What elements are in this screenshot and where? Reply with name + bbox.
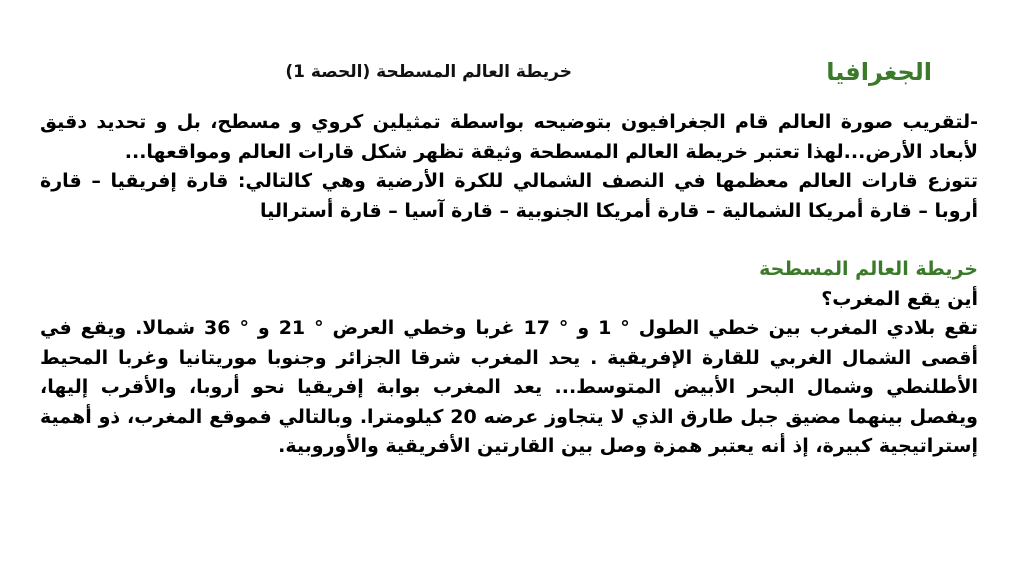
section-question: أين يقع المغرب؟: [821, 287, 978, 310]
subject-title: الجغرافيا: [826, 58, 932, 86]
section-title: خريطة العالم المسطحة: [759, 258, 978, 280]
continents-paragraph: تتوزع قارات العالم معظمها في النصف الشمالي للكرة الأرضية وهي كالتالي: قارة إفريقيا – قارة أروبا – قارة أمريكا الشمالية – قارة أمريكا الجنوبية – قارة آسيا – قارة أستراليا: [40, 170, 978, 222]
spacer: [40, 226, 978, 255]
slide-header: [0, 58, 1024, 98]
lesson-title: خريطة العالم المسطحة (الحصة 1): [285, 62, 572, 82]
slide-body: [40, 108, 978, 462]
intro-paragraph: -لتقريب صورة العالم قام الجغرافيون بتوضيحه بواسطة تمثيلين كروي و مسطح، بل و تحديد دقيق لأبعاد الأرض...لهذا تعتبر خريطة العالم المسطحة وثيقة تظهر شكل قارات العالم ومواقعها...: [40, 111, 978, 163]
section-answer: تقع بلادي المغرب بين خطي الطول ° 1 و ° 17 غربا وخطي العرض ° 21 و ° 36 شمالا. ويقع في أقصى الشمال الغربي للقارة الإفريقية . يحد المغرب شرقا الجزائر وجنوبا موريتانيا وغربا المحيط الأطلنطي وشمال البحر الأبيض المتوسط... يعد المغرب بوابة إفريقيا نحو أروبا، والأقرب إليها، ويفصل بينهما مضيق جبل طارق الذي لا يتجاوز عرضه 20 كيلومترا. وبالتالي فموقع المغرب، ذو أهمية إستراتيجية كبيرة، إذ أنه يعتبر همزة وصل بين القارتين الأفريقية والأوروبية.: [40, 317, 979, 457]
